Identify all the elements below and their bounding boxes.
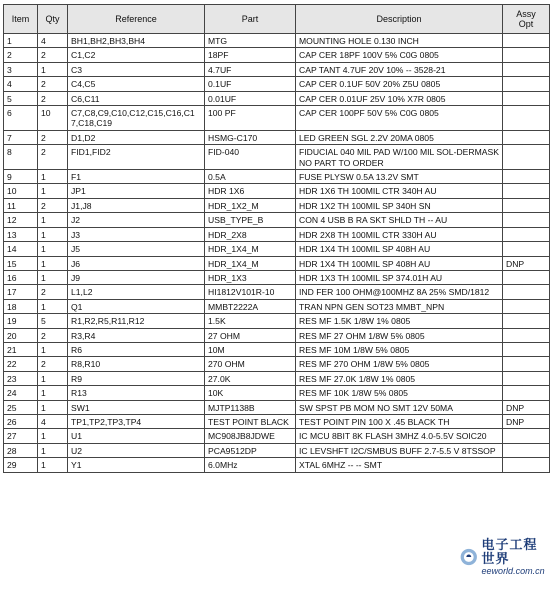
cell-item: 21: [4, 342, 38, 356]
cell-qty: 5: [38, 314, 68, 328]
table-row: [4, 270, 550, 284]
cell-description: CAP TANT 4.7UF 20V 10% -- 3528-21: [296, 62, 503, 76]
table-row: [4, 458, 550, 472]
cell-reference: J3: [68, 227, 205, 241]
cell-reference: L1,L2: [68, 285, 205, 299]
cell-reference: D1,D2: [68, 130, 205, 144]
cell-description: MOUNTING HOLE 0.130 INCH: [296, 34, 503, 48]
cell-description: CAP CER 18PF 100V 5% C0G 0805: [296, 48, 503, 62]
cell-item: 20: [4, 328, 38, 342]
cell-part: 18PF: [205, 48, 296, 62]
cell-description: RES MF 10M 1/8W 5% 0805: [296, 342, 503, 356]
cell-item: 18: [4, 299, 38, 313]
cell-reference: C3: [68, 62, 205, 76]
cell-part: MC908JB8JDWE: [205, 429, 296, 443]
cell-description: RES MF 27.0K 1/8W 1% 0805: [296, 371, 503, 385]
cell-part: 100 PF: [205, 106, 296, 131]
cell-reference: Y1: [68, 458, 205, 472]
table-row: [4, 386, 550, 400]
cell-item: 28: [4, 443, 38, 457]
cell-part: 0.01UF: [205, 91, 296, 105]
cell-reference: F1: [68, 170, 205, 184]
table-row: [4, 299, 550, 313]
table-row: [4, 328, 550, 342]
cell-reference: U1: [68, 429, 205, 443]
cell-description: IC LEVSHFT I2C/SMBUS BUFF 2.7-5.5 V 8TSSOP: [296, 443, 503, 457]
cell-reference: C1,C2: [68, 48, 205, 62]
cell-reference: C7,C8,C9,C10,C12,C15,C16,C17,C18,C19: [68, 106, 205, 131]
cell-description: HDR 2X8 TH 100MIL CTR 330H AU: [296, 227, 503, 241]
cell-part: HDR_1X2_M: [205, 198, 296, 212]
cell-reference: J6: [68, 256, 205, 270]
table-row: [4, 443, 550, 457]
cell-assy-opt: [503, 328, 550, 342]
cell-qty: 2: [38, 77, 68, 91]
table-row: [4, 130, 550, 144]
cell-description: CAP CER 100PF 50V 5% C0G 0805: [296, 106, 503, 131]
cell-assy-opt: DNP: [503, 256, 550, 270]
cell-assy-opt: [503, 386, 550, 400]
cell-assy-opt: [503, 48, 550, 62]
cell-item: 15: [4, 256, 38, 270]
table-row: [4, 77, 550, 91]
cell-assy-opt: [503, 242, 550, 256]
cell-item: 14: [4, 242, 38, 256]
cell-qty: 1: [38, 256, 68, 270]
cell-part: HDR_1X4_M: [205, 256, 296, 270]
watermark-cn: 电子工程世界: [481, 537, 538, 566]
cell-description: RES MF 27 OHM 1/8W 5% 0805: [296, 328, 503, 342]
cell-qty: 2: [38, 357, 68, 371]
cell-part: HI1812V101R-10: [205, 285, 296, 299]
cell-qty: 2: [38, 198, 68, 212]
cell-reference: R9: [68, 371, 205, 385]
cell-description: FUSE PLYSW 0.5A 13.2V SMT: [296, 170, 503, 184]
cell-part: PCA9512DP: [205, 443, 296, 457]
cell-description: TRAN NPN GEN SOT23 MMBT_NPN: [296, 299, 503, 313]
cell-qty: 2: [38, 328, 68, 342]
cell-item: 17: [4, 285, 38, 299]
cell-qty: 1: [38, 170, 68, 184]
cell-item: 1: [4, 34, 38, 48]
cell-part: 0.5A: [205, 170, 296, 184]
cell-qty: 4: [38, 34, 68, 48]
cell-description: XTAL 6MHZ -- -- SMT: [296, 458, 503, 472]
cell-qty: 2: [38, 130, 68, 144]
table-row: [4, 106, 550, 131]
cell-qty: 1: [38, 342, 68, 356]
cell-reference: J1,J8: [68, 198, 205, 212]
cell-part: HDR 1X6: [205, 184, 296, 198]
cell-qty: 1: [38, 400, 68, 414]
cell-assy-opt: [503, 91, 550, 105]
table-row: [4, 145, 550, 170]
cell-assy-opt: [503, 270, 550, 284]
cell-item: 7: [4, 130, 38, 144]
cell-description: CAP CER 0.01UF 25V 10% X7R 0805: [296, 91, 503, 105]
cell-item: 16: [4, 270, 38, 284]
cell-assy-opt: [503, 371, 550, 385]
cell-item: 27: [4, 429, 38, 443]
cell-description: CAP CER 0.1UF 50V 20% Z5U 0805: [296, 77, 503, 91]
cell-assy-opt: [503, 458, 550, 472]
cell-description: HDR 1X6 TH 100MIL CTR 340H AU: [296, 184, 503, 198]
cell-reference: U2: [68, 443, 205, 457]
cell-reference: Q1: [68, 299, 205, 313]
cell-assy-opt: [503, 130, 550, 144]
table-row: [4, 414, 550, 428]
cell-assy-opt: DNP: [503, 414, 550, 428]
table-row: [4, 91, 550, 105]
cell-qty: 1: [38, 62, 68, 76]
header-row: [4, 5, 550, 34]
cell-item: 9: [4, 170, 38, 184]
cell-assy-opt: [503, 357, 550, 371]
cell-item: 2: [4, 48, 38, 62]
cell-part: 10K: [205, 386, 296, 400]
cell-item: 19: [4, 314, 38, 328]
cell-reference: FID1,FID2: [68, 145, 205, 170]
cell-assy-opt: [503, 34, 550, 48]
cell-description: LED GREEN SGL 2.2V 20MA 0805: [296, 130, 503, 144]
cell-assy-opt: DNP: [503, 400, 550, 414]
cell-qty: 1: [38, 242, 68, 256]
cell-reference: BH1,BH2,BH3,BH4: [68, 34, 205, 48]
cell-qty: 1: [38, 299, 68, 313]
cell-part: FID-040: [205, 145, 296, 170]
cell-item: 13: [4, 227, 38, 241]
cell-reference: R8,R10: [68, 357, 205, 371]
bom-table: [3, 4, 550, 473]
cell-item: 23: [4, 371, 38, 385]
table-row: [4, 285, 550, 299]
cell-reference: R13: [68, 386, 205, 400]
cell-part: MTG: [205, 34, 296, 48]
cell-assy-opt: [503, 299, 550, 313]
cell-description: IND FER 100 OHM@100MHZ 8A 25% SMD/1812: [296, 285, 503, 299]
cell-assy-opt: [503, 198, 550, 212]
cell-part: MJTP1138B: [205, 400, 296, 414]
header-reference: Reference: [68, 5, 205, 34]
cell-part: TEST POINT BLACK: [205, 414, 296, 428]
cell-assy-opt: [503, 314, 550, 328]
table-row: [4, 48, 550, 62]
cell-part: HSMG-C170: [205, 130, 296, 144]
cell-item: 3: [4, 62, 38, 76]
cell-item: 22: [4, 357, 38, 371]
table-row: [4, 357, 550, 371]
cell-item: 11: [4, 198, 38, 212]
cell-reference: C6,C11: [68, 91, 205, 105]
cell-assy-opt: [503, 429, 550, 443]
table-row: [4, 371, 550, 385]
cell-description: HDR 1X4 TH 100MIL SP 408H AU: [296, 256, 503, 270]
cell-qty: 1: [38, 213, 68, 227]
cell-reference: J2: [68, 213, 205, 227]
table-row: [4, 198, 550, 212]
table-row: [4, 227, 550, 241]
cell-description: FIDUCIAL 040 MIL PAD W/100 MIL SOL-DERMASK NO PART TO ORDER: [296, 145, 503, 170]
cell-part: 4.7UF: [205, 62, 296, 76]
cell-qty: 10: [38, 106, 68, 131]
table-row: [4, 242, 550, 256]
cell-reference: J5: [68, 242, 205, 256]
cell-assy-opt: [503, 170, 550, 184]
cell-part: 10M: [205, 342, 296, 356]
header-qty: Qty: [38, 5, 68, 34]
cell-description: HDR 1X2 TH 100MIL SP 340H SN: [296, 198, 503, 212]
cell-qty: 1: [38, 429, 68, 443]
table-row: [4, 429, 550, 443]
cell-assy-opt: [503, 285, 550, 299]
cell-reference: R1,R2,R5,R11,R12: [68, 314, 205, 328]
header-part: Part: [205, 5, 296, 34]
cell-qty: 1: [38, 184, 68, 198]
cell-qty: 2: [38, 285, 68, 299]
cell-item: 29: [4, 458, 38, 472]
cell-reference: TP1,TP2,TP3,TP4: [68, 414, 205, 428]
cell-description: HDR 1X3 TH 100MIL SP 374.01H AU: [296, 270, 503, 284]
cell-assy-opt: [503, 106, 550, 131]
header-item: Item: [4, 5, 38, 34]
cell-item: 4: [4, 77, 38, 91]
cell-qty: 1: [38, 227, 68, 241]
cell-part: HDR_1X3: [205, 270, 296, 284]
cell-item: 24: [4, 386, 38, 400]
cell-qty: 2: [38, 91, 68, 105]
table-row: [4, 184, 550, 198]
cell-reference: SW1: [68, 400, 205, 414]
cell-qty: 1: [38, 458, 68, 472]
cell-assy-opt: [503, 77, 550, 91]
cell-part: 270 OHM: [205, 357, 296, 371]
cell-qty: 1: [38, 371, 68, 385]
cell-part: USB_TYPE_B: [205, 213, 296, 227]
header-description: Description: [296, 5, 503, 34]
cell-item: 26: [4, 414, 38, 428]
cell-description: RES MF 270 OHM 1/8W 5% 0805: [296, 357, 503, 371]
table-row: [4, 34, 550, 48]
cell-reference: R6: [68, 342, 205, 356]
cell-part: HDR_2X8: [205, 227, 296, 241]
cell-qty: 1: [38, 386, 68, 400]
cell-part: 6.0MHz: [205, 458, 296, 472]
cell-qty: 2: [38, 48, 68, 62]
cell-qty: 2: [38, 145, 68, 170]
cell-part: HDR_1X4_M: [205, 242, 296, 256]
cell-part: 27.0K: [205, 371, 296, 385]
eeworld-logo-icon: [459, 545, 479, 569]
cell-reference: J9: [68, 270, 205, 284]
cell-assy-opt: [503, 184, 550, 198]
cell-description: RES MF 1.5K 1/8W 1% 0805: [296, 314, 503, 328]
cell-qty: 1: [38, 270, 68, 284]
cell-qty: 4: [38, 414, 68, 428]
watermark-en: eeworld.com.cn: [481, 566, 545, 576]
cell-assy-opt: [503, 145, 550, 170]
cell-description: HDR 1X4 TH 100MIL SP 408H AU: [296, 242, 503, 256]
table-row: [4, 400, 550, 414]
cell-item: 12: [4, 213, 38, 227]
table-row: [4, 314, 550, 328]
cell-description: TEST POINT PIN 100 X .45 BLACK TH: [296, 414, 503, 428]
table-row: [4, 256, 550, 270]
cell-item: 25: [4, 400, 38, 414]
bom-body: [4, 34, 550, 473]
cell-reference: C4,C5: [68, 77, 205, 91]
cell-item: 8: [4, 145, 38, 170]
table-row: [4, 62, 550, 76]
table-row: [4, 170, 550, 184]
cell-assy-opt: [503, 443, 550, 457]
cell-item: 10: [4, 184, 38, 198]
watermark: [457, 537, 550, 576]
table-row: [4, 213, 550, 227]
header-assy-opt: Assy Opt: [503, 5, 550, 34]
cell-assy-opt: [503, 342, 550, 356]
cell-part: 0.1UF: [205, 77, 296, 91]
cell-part: MMBT2222A: [205, 299, 296, 313]
cell-reference: R3,R4: [68, 328, 205, 342]
cell-part: 1.5K: [205, 314, 296, 328]
cell-item: 6: [4, 106, 38, 131]
cell-description: SW SPST PB MOM NO SMT 12V 50MA: [296, 400, 503, 414]
cell-description: RES MF 10K 1/8W 5% 0805: [296, 386, 503, 400]
cell-assy-opt: [503, 213, 550, 227]
cell-description: CON 4 USB B RA SKT SHLD TH -- AU: [296, 213, 503, 227]
cell-qty: 1: [38, 443, 68, 457]
cell-assy-opt: [503, 227, 550, 241]
cell-reference: JP1: [68, 184, 205, 198]
table-row: [4, 342, 550, 356]
cell-description: IC MCU 8BIT 8K FLASH 3MHZ 4.0-5.5V SOIC20: [296, 429, 503, 443]
cell-part: 27 OHM: [205, 328, 296, 342]
cell-assy-opt: [503, 62, 550, 76]
cell-item: 5: [4, 91, 38, 105]
